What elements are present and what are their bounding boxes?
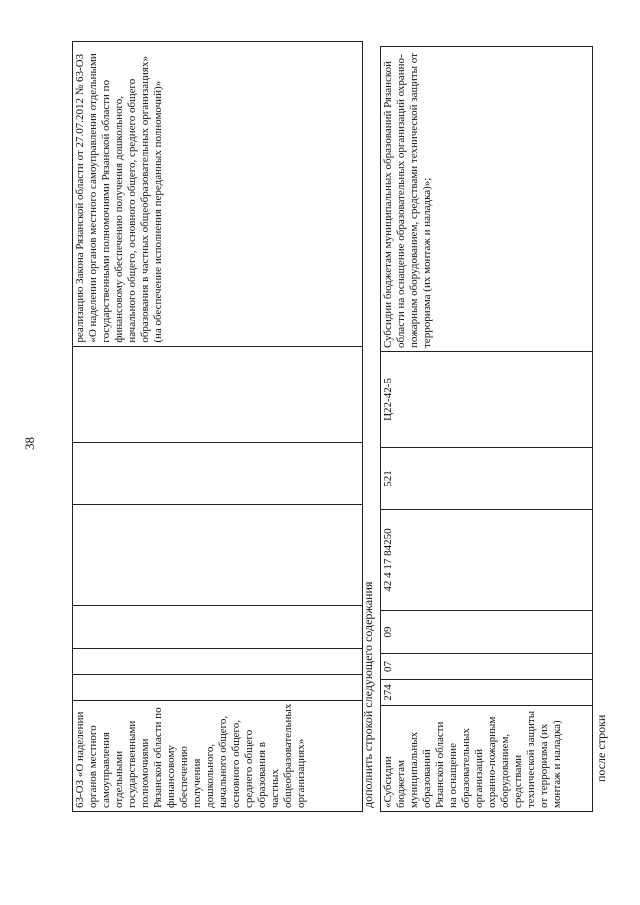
code-cell: 07 <box>381 654 593 680</box>
table-new-row <box>380 46 593 812</box>
code-cell: 521 <box>381 448 593 510</box>
table-row <box>381 47 593 812</box>
code-cell: 274 <box>381 680 593 706</box>
code-cell: Ц22-42-5 <box>381 352 593 448</box>
name-cell: 63-ОЗ «О наделении органов местного самоуправления отдельными государственными полномочиями Рязанской области по финансовому обеспечению получения дошкольного, начального общего, основного общего, среднего общего образования в частных общеобразовательных организациях» <box>73 700 363 811</box>
empty-cell <box>73 648 363 674</box>
empty-cell <box>73 442 363 504</box>
rotated-content <box>72 12 608 812</box>
empty-cell <box>73 346 363 442</box>
page-number: 38 <box>22 437 37 450</box>
empty-cell <box>73 674 363 700</box>
purpose-cell: реализацию Закона Рязанской области от 27.07.2012 № 63-ОЗ «О наделении органов местного самоуправления отдельными государственными полномочиями Рязанской области по финансовому обеспечению получения дошкольного, начального общего, основного общего, среднего общего образования в частных общеобразовательных организациях» (на обеспечение исполнения переданных полномочий)» <box>73 41 363 346</box>
code-cell: 09 <box>381 611 593 654</box>
name-cell: «Субсидии бюджетам муниципальных образований Рязанской области на оснащение образовательных организаций охранно-пожарным оборудованием, средствами технической защиты от терроризма (их монтаж и наладка) <box>381 706 593 812</box>
empty-cell <box>73 605 363 648</box>
table-existing-row <box>72 41 363 812</box>
code-cell: 42 4 17 84250 <box>381 510 593 611</box>
empty-cell <box>73 504 363 605</box>
purpose-cell: Субсидии бюджетам муниципальных образований Рязанской области на оснащение образовательных организаций охранно-пожарным оборудованием, средствами технической защиты от терроризма (их монтаж и наладка)»; <box>381 47 593 352</box>
after-note: после строки <box>594 714 608 782</box>
supplement-note: дополнить строкой следующего содержания <box>361 581 375 808</box>
table-row <box>73 41 363 811</box>
